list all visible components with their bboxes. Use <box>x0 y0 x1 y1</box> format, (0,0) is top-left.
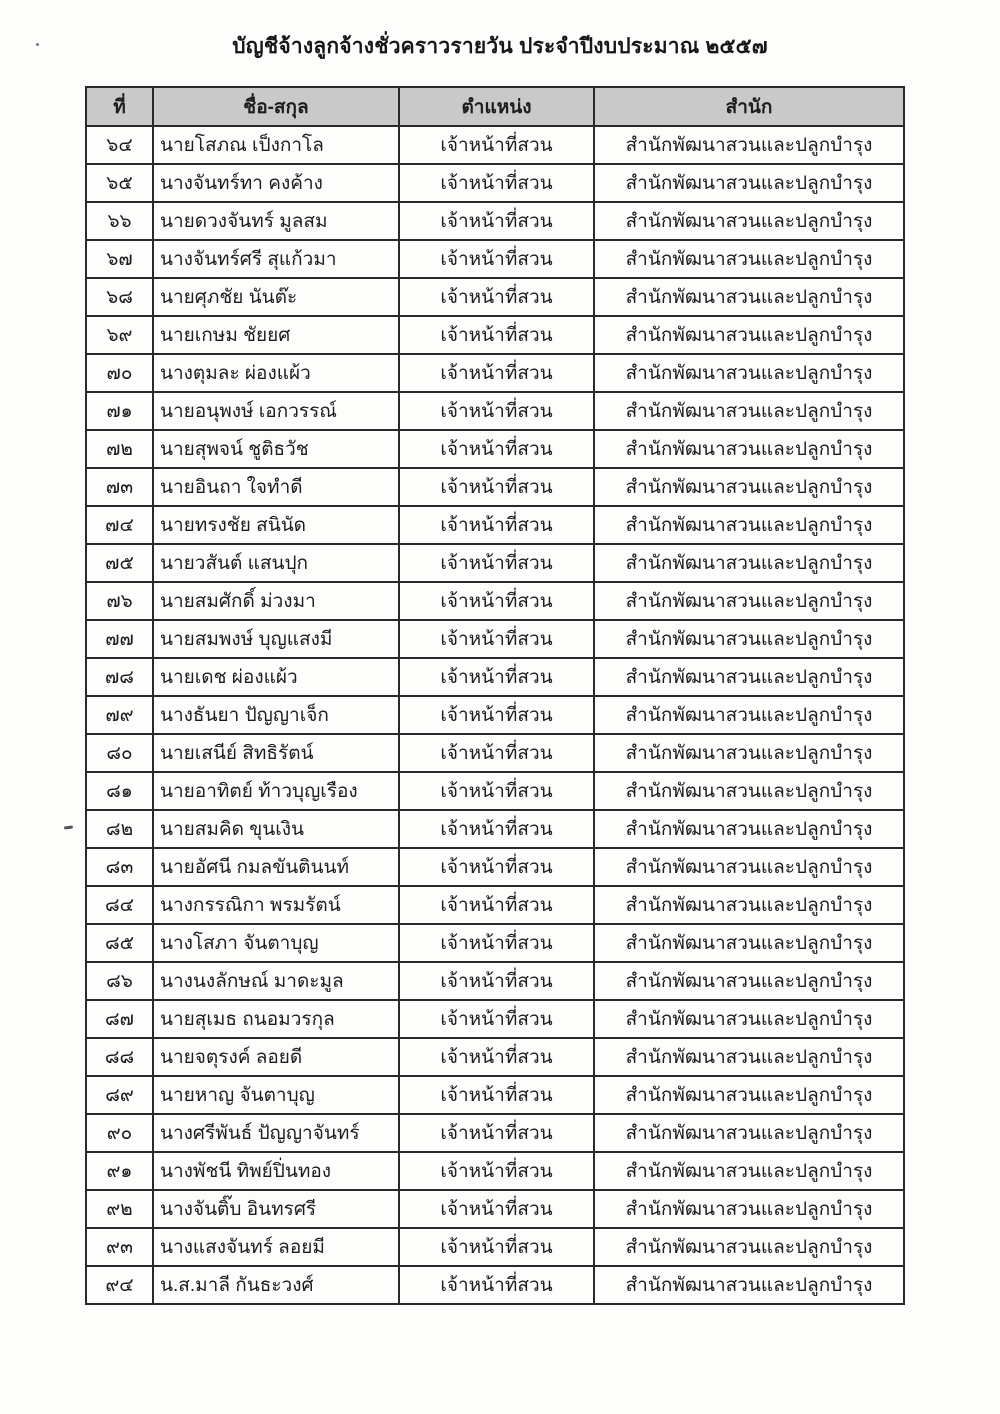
table-row <box>86 240 904 278</box>
row-number-cell: ๗๕ <box>86 544 153 582</box>
office-cell: สำนักพัฒนาสวนและปลูกบำรุง <box>594 316 904 354</box>
table-row <box>86 1038 904 1076</box>
header-row <box>86 87 904 126</box>
page-title: บัญชีจ้างลูกจ้างชั่วคราวรายวัน ประจำปีงบประมาณ ๒๕๕๗ <box>232 35 768 58</box>
row-number-cell: ๘๕ <box>86 924 153 962</box>
row-number-cell: ๙๐ <box>86 1114 153 1152</box>
office-cell: สำนักพัฒนาสวนและปลูกบำรุง <box>594 240 904 278</box>
position-cell: เจ้าหน้าที่สวน <box>399 278 594 316</box>
table-row <box>86 696 904 734</box>
position-cell: เจ้าหน้าที่สวน <box>399 1228 594 1266</box>
table-body <box>86 126 904 1304</box>
office-cell: สำนักพัฒนาสวนและปลูกบำรุง <box>594 582 904 620</box>
name-cell: นายศุภชัย นันต๊ะ <box>153 278 399 316</box>
position-cell: เจ้าหน้าที่สวน <box>399 392 594 430</box>
office-cell: สำนักพัฒนาสวนและปลูกบำรุง <box>594 544 904 582</box>
office-cell: สำนักพัฒนาสวนและปลูกบำรุง <box>594 468 904 506</box>
table-row <box>86 1228 904 1266</box>
table-row <box>86 582 904 620</box>
employee-roster-table <box>85 86 905 1305</box>
office-cell: สำนักพัฒนาสวนและปลูกบำรุง <box>594 848 904 886</box>
table-row <box>86 1266 904 1304</box>
row-number-cell: ๖๘ <box>86 278 153 316</box>
name-cell: นางพัชนี ทิพย์ปิ่นทอง <box>153 1152 399 1190</box>
row-number-cell: ๗๘ <box>86 658 153 696</box>
office-cell: สำนักพัฒนาสวนและปลูกบำรุง <box>594 354 904 392</box>
position-cell: เจ้าหน้าที่สวน <box>399 316 594 354</box>
office-cell: สำนักพัฒนาสวนและปลูกบำรุง <box>594 810 904 848</box>
name-cell: นางกรรณิกา พรมรัตน์ <box>153 886 399 924</box>
row-number-cell: ๘๔ <box>86 886 153 924</box>
table-row <box>86 1152 904 1190</box>
row-number-cell: ๖๗ <box>86 240 153 278</box>
row-number-cell: ๖๖ <box>86 202 153 240</box>
position-cell: เจ้าหน้าที่สวน <box>399 354 594 392</box>
name-cell: นายหาญ จันตาบุญ <box>153 1076 399 1114</box>
table-row <box>86 316 904 354</box>
position-cell: เจ้าหน้าที่สวน <box>399 696 594 734</box>
name-cell: นายจตุรงค์ ลอยดี <box>153 1038 399 1076</box>
office-cell: สำนักพัฒนาสวนและปลูกบำรุง <box>594 392 904 430</box>
header-office: สำนัก <box>594 87 904 126</box>
position-cell: เจ้าหน้าที่สวน <box>399 658 594 696</box>
name-cell: น.ส.มาลี กันธะวงศ์ <box>153 1266 399 1304</box>
row-number-cell: ๘๐ <box>86 734 153 772</box>
header-number: ที่ <box>86 87 153 126</box>
name-cell: นางโสภา จันตาบุญ <box>153 924 399 962</box>
name-cell: นางจันทร์ศรี สุแก้วมา <box>153 240 399 278</box>
row-number-cell: ๖๙ <box>86 316 153 354</box>
position-cell: เจ้าหน้าที่สวน <box>399 164 594 202</box>
office-cell: สำนักพัฒนาสวนและปลูกบำรุง <box>594 506 904 544</box>
name-cell: นางแสงจันทร์ ลอยมี <box>153 1228 399 1266</box>
office-cell: สำนักพัฒนาสวนและปลูกบำรุง <box>594 1000 904 1038</box>
table-row <box>86 1190 904 1228</box>
position-cell: เจ้าหน้าที่สวน <box>399 1114 594 1152</box>
row-number-cell: ๘๘ <box>86 1038 153 1076</box>
name-cell: นายสมพงษ์ บุญแสงมี <box>153 620 399 658</box>
row-number-cell: ๘๓ <box>86 848 153 886</box>
office-cell: สำนักพัฒนาสวนและปลูกบำรุง <box>594 1152 904 1190</box>
office-cell: สำนักพัฒนาสวนและปลูกบำรุง <box>594 962 904 1000</box>
table-row <box>86 886 904 924</box>
table-row <box>86 278 904 316</box>
position-cell: เจ้าหน้าที่สวน <box>399 1152 594 1190</box>
office-cell: สำนักพัฒนาสวนและปลูกบำรุง <box>594 430 904 468</box>
position-cell: เจ้าหน้าที่สวน <box>399 1038 594 1076</box>
row-number-cell: ๙๒ <box>86 1190 153 1228</box>
position-cell: เจ้าหน้าที่สวน <box>399 886 594 924</box>
row-number-cell: ๘๒ <box>86 810 153 848</box>
table-row <box>86 772 904 810</box>
name-cell: นายอนุพงษ์ เอกวรรณ์ <box>153 392 399 430</box>
table-row <box>86 506 904 544</box>
position-cell: เจ้าหน้าที่สวน <box>399 126 594 164</box>
name-cell: นางจันติ๊บ อินทรศรี <box>153 1190 399 1228</box>
office-cell: สำนักพัฒนาสวนและปลูกบำรุง <box>594 734 904 772</box>
name-cell: นายวสันต์ แสนปุก <box>153 544 399 582</box>
position-cell: เจ้าหน้าที่สวน <box>399 1000 594 1038</box>
table-row <box>86 202 904 240</box>
table-row <box>86 164 904 202</box>
row-number-cell: ๗๓ <box>86 468 153 506</box>
table-row <box>86 848 904 886</box>
office-cell: สำนักพัฒนาสวนและปลูกบำรุง <box>594 126 904 164</box>
name-cell: นางตุมละ ผ่องแผ้ว <box>153 354 399 392</box>
position-cell: เจ้าหน้าที่สวน <box>399 506 594 544</box>
name-cell: นางศรีพันธ์ ปัญญาจันทร์ <box>153 1114 399 1152</box>
position-cell: เจ้าหน้าที่สวน <box>399 1076 594 1114</box>
table-row <box>86 1000 904 1038</box>
row-number-cell: ๗๙ <box>86 696 153 734</box>
table-row <box>86 126 904 164</box>
name-cell: นางนงลักษณ์ มาดะมูล <box>153 962 399 1000</box>
table-row <box>86 354 904 392</box>
position-cell: เจ้าหน้าที่สวน <box>399 544 594 582</box>
name-cell: นางธันยา ปัญญาเจ็ก <box>153 696 399 734</box>
table-row <box>86 810 904 848</box>
office-cell: สำนักพัฒนาสวนและปลูกบำรุง <box>594 278 904 316</box>
office-cell: สำนักพัฒนาสวนและปลูกบำรุง <box>594 164 904 202</box>
name-cell: นายดวงจันทร์ มูลสม <box>153 202 399 240</box>
name-cell: นายสมคิด ขุนเงิน <box>153 810 399 848</box>
position-cell: เจ้าหน้าที่สวน <box>399 582 594 620</box>
position-cell: เจ้าหน้าที่สวน <box>399 848 594 886</box>
row-number-cell: ๙๓ <box>86 1228 153 1266</box>
position-cell: เจ้าหน้าที่สวน <box>399 1266 594 1304</box>
scan-dash-mark <box>64 825 73 829</box>
office-cell: สำนักพัฒนาสวนและปลูกบำรุง <box>594 924 904 962</box>
header-name: ชื่อ-สกุล <box>153 87 399 126</box>
table-row <box>86 430 904 468</box>
row-number-cell: ๙๔ <box>86 1266 153 1304</box>
row-number-cell: ๗๔ <box>86 506 153 544</box>
table-row <box>86 658 904 696</box>
office-cell: สำนักพัฒนาสวนและปลูกบำรุง <box>594 1076 904 1114</box>
office-cell: สำนักพัฒนาสวนและปลูกบำรุง <box>594 1190 904 1228</box>
position-cell: เจ้าหน้าที่สวน <box>399 962 594 1000</box>
office-cell: สำนักพัฒนาสวนและปลูกบำรุง <box>594 202 904 240</box>
row-number-cell: ๘๙ <box>86 1076 153 1114</box>
office-cell: สำนักพัฒนาสวนและปลูกบำรุง <box>594 658 904 696</box>
name-cell: นายสุเมธ ถนอมวรกุล <box>153 1000 399 1038</box>
table-row <box>86 544 904 582</box>
office-cell: สำนักพัฒนาสวนและปลูกบำรุง <box>594 1266 904 1304</box>
table-row <box>86 924 904 962</box>
name-cell: นายโสภณ เป็งกาโล <box>153 126 399 164</box>
name-cell: นายทรงชัย สนินัด <box>153 506 399 544</box>
row-number-cell: ๖๔ <box>86 126 153 164</box>
office-cell: สำนักพัฒนาสวนและปลูกบำรุง <box>594 1038 904 1076</box>
table-row <box>86 468 904 506</box>
table-row <box>86 392 904 430</box>
name-cell: นายเกษม ชัยยศ <box>153 316 399 354</box>
row-number-cell: ๗๗ <box>86 620 153 658</box>
office-cell: สำนักพัฒนาสวนและปลูกบำรุง <box>594 620 904 658</box>
name-cell: นายอินถา ใจทำดี <box>153 468 399 506</box>
name-cell: นายอาทิตย์ ท้าวบุญเรือง <box>153 772 399 810</box>
office-cell: สำนักพัฒนาสวนและปลูกบำรุง <box>594 1228 904 1266</box>
row-number-cell: ๘๖ <box>86 962 153 1000</box>
name-cell: นายสุพจน์ ชูติธวัช <box>153 430 399 468</box>
office-cell: สำนักพัฒนาสวนและปลูกบำรุง <box>594 1114 904 1152</box>
row-number-cell: ๙๑ <box>86 1152 153 1190</box>
office-cell: สำนักพัฒนาสวนและปลูกบำรุง <box>594 772 904 810</box>
position-cell: เจ้าหน้าที่สวน <box>399 620 594 658</box>
table-row <box>86 620 904 658</box>
name-cell: นายเดช ผ่องแผ้ว <box>153 658 399 696</box>
position-cell: เจ้าหน้าที่สวน <box>399 1190 594 1228</box>
name-cell: นางจันทร์ทา คงค้าง <box>153 164 399 202</box>
row-number-cell: ๗๖ <box>86 582 153 620</box>
name-cell: นายเสนีย์ สิทธิรัตน์ <box>153 734 399 772</box>
position-cell: เจ้าหน้าที่สวน <box>399 468 594 506</box>
row-number-cell: ๘๗ <box>86 1000 153 1038</box>
position-cell: เจ้าหน้าที่สวน <box>399 924 594 962</box>
name-cell: นายอัศนี กมลขันตินนท์ <box>153 848 399 886</box>
row-number-cell: ๘๑ <box>86 772 153 810</box>
row-number-cell: ๖๕ <box>86 164 153 202</box>
table-row <box>86 734 904 772</box>
office-cell: สำนักพัฒนาสวนและปลูกบำรุง <box>594 886 904 924</box>
row-number-cell: ๗๑ <box>86 392 153 430</box>
office-cell: สำนักพัฒนาสวนและปลูกบำรุง <box>594 696 904 734</box>
table-row <box>86 1076 904 1114</box>
table-row <box>86 1114 904 1152</box>
position-cell: เจ้าหน้าที่สวน <box>399 240 594 278</box>
position-cell: เจ้าหน้าที่สวน <box>399 772 594 810</box>
position-cell: เจ้าหน้าที่สวน <box>399 810 594 848</box>
row-number-cell: ๗๒ <box>86 430 153 468</box>
row-number-cell: ๗๐ <box>86 354 153 392</box>
header-position: ตำแหน่ง <box>399 87 594 126</box>
position-cell: เจ้าหน้าที่สวน <box>399 430 594 468</box>
table-header <box>86 87 904 126</box>
name-cell: นายสมศักดิ์ ม่วงมา <box>153 582 399 620</box>
position-cell: เจ้าหน้าที่สวน <box>399 734 594 772</box>
table-row <box>86 962 904 1000</box>
position-cell: เจ้าหน้าที่สวน <box>399 202 594 240</box>
